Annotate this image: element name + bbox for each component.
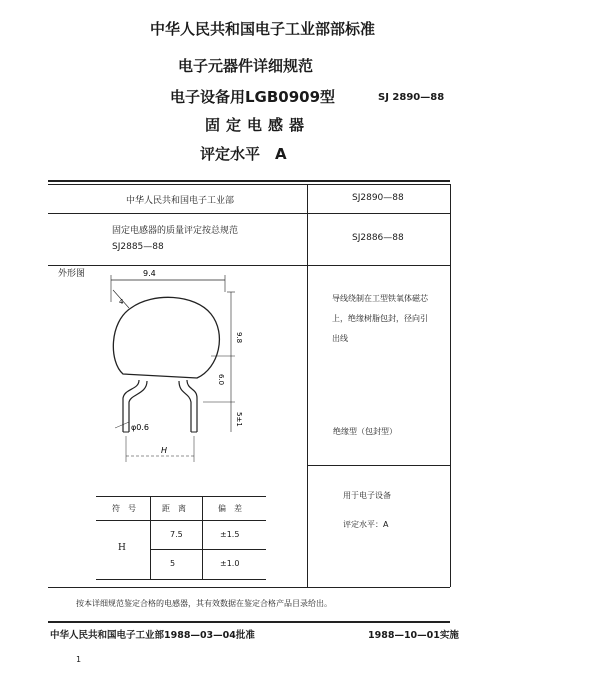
effective-date: 1988—10—01实施 (368, 630, 459, 641)
table-row-tolerance: ±1.0 (220, 559, 240, 568)
general-spec-text: 固定电感器的质量评定按总规范 (112, 226, 239, 236)
h-dimension: H (161, 446, 168, 455)
outline-label: 外形图 (58, 269, 86, 279)
table-row-distance: 7.5 (170, 530, 183, 539)
construction-description: 导线绕制在工型铁氧体磁芯上，绝缘树脂包封，径向引出线 (332, 294, 428, 343)
table-header-distance: 距 离 (162, 504, 186, 513)
qualification-note: 按本详细规范鉴定合格的电感器，其有效数据在鉴定合格产品目录给出。 (76, 599, 332, 608)
side-dimension: 4 (119, 298, 124, 306)
spec-title: 电子元器件详细规范 (178, 57, 314, 75)
lead-length-dimension: 5±1 (235, 412, 243, 427)
inductor-body (113, 297, 219, 378)
device-title: 电子设备用LGB0909型 (170, 88, 336, 106)
table-header-symbol: 符 号 (112, 504, 136, 513)
table-header-tolerance: 偏 差 (218, 504, 242, 513)
table-row-tolerance: ±1.5 (220, 530, 240, 539)
body-height-dimension: 9.8 (235, 332, 243, 344)
standard-number: SJ 2890—88 (378, 92, 445, 103)
issuer-text: 中华人民共和国电子工业部 (126, 196, 235, 206)
table-symbol-h: H (118, 543, 126, 553)
neck-dimension: 6.0 (217, 374, 225, 386)
page-number: 1 (76, 655, 82, 664)
assessment-level-text: 评定水平：A (343, 520, 389, 529)
spec-number-cell: SJ2890—88 (352, 193, 404, 203)
insulation-type: 绝缘型（包封型） (333, 427, 397, 436)
general-spec-number: SJ2885—88 (112, 242, 164, 252)
wire-diameter: φ0.6 (131, 423, 149, 432)
outline-drawing (95, 262, 255, 472)
usage-text: 用于电子设备 (343, 491, 391, 500)
table-row-distance: 5 (170, 559, 176, 568)
component-name: 固定电感器 (205, 116, 311, 134)
approval-date: 中华人民共和国电子工业部1988—03—04批准 (50, 630, 255, 641)
org-standard-title: 中华人民共和国电子工业部部标准 (150, 20, 376, 38)
assessment-level-title: 评定水平 A (200, 145, 287, 163)
width-dimension: 9.4 (143, 269, 156, 278)
sectional-spec-number: SJ2886—88 (352, 233, 404, 243)
